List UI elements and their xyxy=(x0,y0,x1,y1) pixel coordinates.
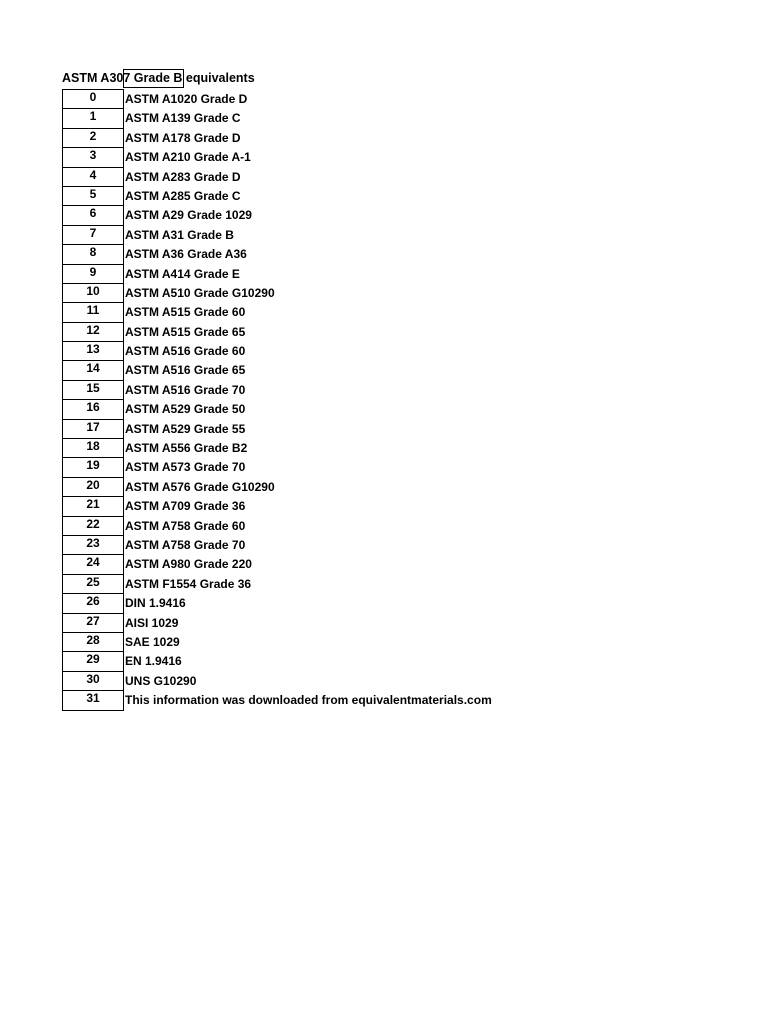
row-index-cell[interactable]: 15 xyxy=(62,380,124,400)
source-note[interactable]: This information was downloaded from equivalentmaterials.com xyxy=(125,693,492,708)
row-index-cell[interactable]: 20 xyxy=(62,477,124,497)
row-index-cell[interactable]: 18 xyxy=(62,438,124,458)
row-text-cell[interactable]: ASTM A510 Grade G10290 xyxy=(125,285,275,300)
row-index-cell[interactable]: 17 xyxy=(62,419,124,439)
row-text-cell[interactable]: ASTM A709 Grade 36 xyxy=(125,499,246,514)
row-text-cell[interactable]: ASTM A1020 Grade D xyxy=(125,92,248,106)
row-index-cell[interactable]: 24 xyxy=(62,554,124,574)
row-index-cell[interactable]: 26 xyxy=(62,593,124,613)
row-text-cell[interactable]: ASTM A576 Grade G10290 xyxy=(125,479,275,494)
sheet-title: ASTM A307 Grade B equivalents xyxy=(62,71,255,85)
row-text-cell[interactable]: ASTM F1554 Grade 36 xyxy=(125,576,252,591)
row-index-cell[interactable]: 28 xyxy=(62,632,124,652)
row-text-cell[interactable]: ASTM A516 Grade 70 xyxy=(125,382,246,397)
row-index-cell[interactable]: 10 xyxy=(62,283,124,303)
row-index-cell[interactable]: 13 xyxy=(62,341,124,361)
row-text-cell[interactable]: ASTM A516 Grade 65 xyxy=(125,363,246,378)
row-text-cell[interactable]: ASTM A529 Grade 50 xyxy=(125,402,246,417)
row-text-cell[interactable]: ASTM A285 Grade C xyxy=(125,188,241,203)
row-text-cell[interactable]: AISI 1029 xyxy=(125,615,179,630)
row-index-cell[interactable]: 19 xyxy=(62,457,124,477)
row-index-cell[interactable]: 2 xyxy=(62,128,124,148)
row-index-cell[interactable]: 12 xyxy=(62,322,124,342)
row-text-cell[interactable]: ASTM A758 Grade 60 xyxy=(125,518,246,533)
row-text-cell[interactable]: ASTM A556 Grade B2 xyxy=(125,441,248,456)
row-text-cell[interactable]: ASTM A414 Grade E xyxy=(125,266,240,281)
row-text-cell[interactable]: ASTM A573 Grade 70 xyxy=(125,460,246,475)
row-index-cell[interactable]: 0 xyxy=(62,89,124,109)
row-text-cell[interactable]: SAE 1029 xyxy=(125,634,180,649)
row-index-cell[interactable]: 1 xyxy=(62,108,124,128)
row-index-cell[interactable]: 9 xyxy=(62,264,124,284)
row-index-cell[interactable]: 6 xyxy=(62,205,124,225)
row-index-cell[interactable]: 30 xyxy=(62,671,124,691)
row-index-cell[interactable]: 31 xyxy=(62,690,124,710)
row-index-cell[interactable]: 14 xyxy=(62,360,124,380)
row-index-cell[interactable]: 8 xyxy=(62,244,124,264)
row-index-cell[interactable]: 23 xyxy=(62,535,124,555)
row-text-cell[interactable]: ASTM A210 Grade A-1 xyxy=(125,150,251,165)
row-index-cell[interactable]: 29 xyxy=(62,651,124,671)
row-text-cell[interactable]: ASTM A31 Grade B xyxy=(125,227,234,242)
row-index-cell[interactable]: 4 xyxy=(62,167,124,187)
row-text-cell[interactable]: DIN 1.9416 xyxy=(125,596,186,611)
row-index-cell[interactable]: 16 xyxy=(62,399,124,419)
row-text-cell[interactable]: ASTM A29 Grade 1029 xyxy=(125,208,252,223)
row-index-cell[interactable]: 3 xyxy=(62,147,124,167)
row-text-cell[interactable]: ASTM A529 Grade 55 xyxy=(125,421,246,436)
row-text-cell[interactable]: ASTM A758 Grade 70 xyxy=(125,537,246,552)
row-text-cell[interactable]: ASTM A515 Grade 65 xyxy=(125,324,246,339)
row-text-cell[interactable]: EN 1.9416 xyxy=(125,654,182,669)
row-text-cell[interactable]: ASTM A516 Grade 60 xyxy=(125,344,246,359)
row-text-cell[interactable]: ASTM A515 Grade 60 xyxy=(125,305,246,320)
row-text-cell[interactable]: ASTM A36 Grade A36 xyxy=(125,247,247,262)
row-index-cell[interactable]: 22 xyxy=(62,516,124,536)
row-text-cell[interactable]: ASTM A139 Grade C xyxy=(125,111,241,126)
row-index-cell[interactable]: 27 xyxy=(62,613,124,633)
row-index-cell[interactable]: 7 xyxy=(62,225,124,245)
row-index-cell[interactable]: 5 xyxy=(62,186,124,206)
row-text-cell[interactable]: UNS G10290 xyxy=(125,673,197,688)
row-text-cell[interactable]: ASTM A283 Grade D xyxy=(125,169,241,184)
row-index-cell[interactable]: 21 xyxy=(62,496,124,516)
row-index-cell[interactable]: 11 xyxy=(62,302,124,322)
row-text-cell[interactable]: ASTM A178 Grade D xyxy=(125,130,241,145)
row-index-cell[interactable]: 25 xyxy=(62,574,124,594)
row-text-cell[interactable]: ASTM A980 Grade 220 xyxy=(125,557,252,572)
